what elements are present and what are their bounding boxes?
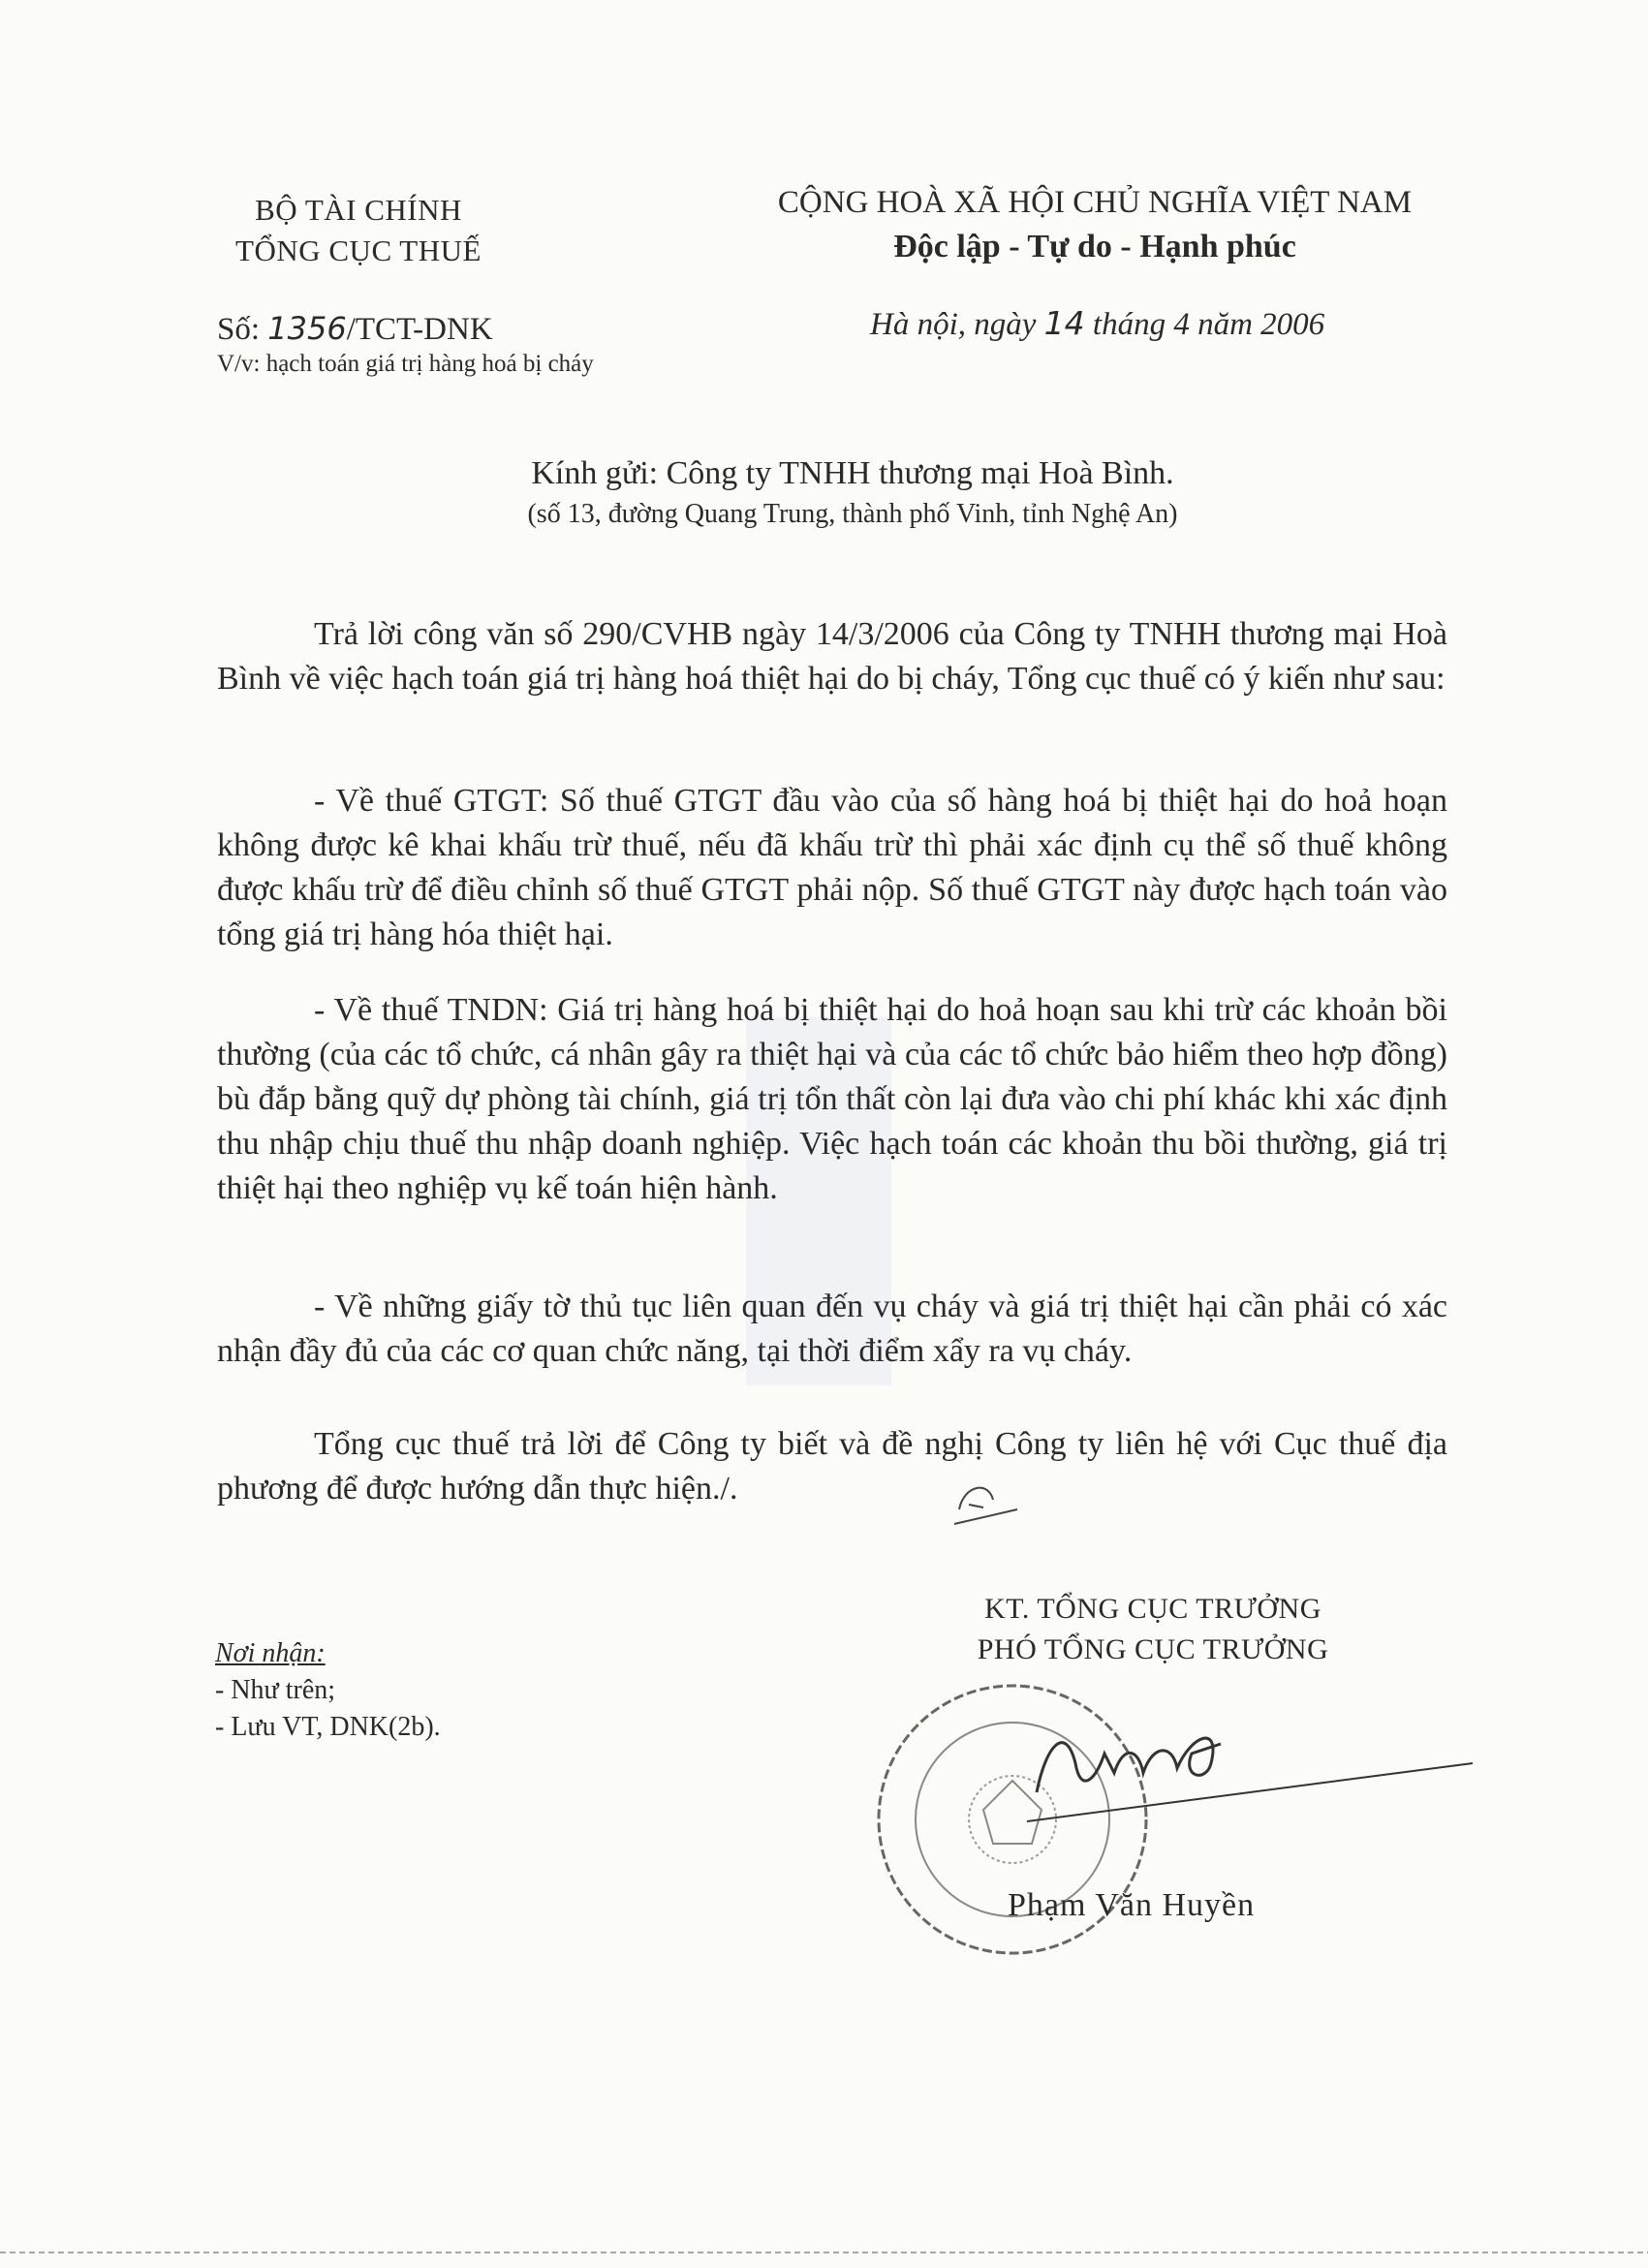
- ministry-name: BỘ TÀI CHÍNH: [255, 193, 462, 227]
- document-number: [217, 310, 493, 348]
- signature-title: [901, 1589, 1405, 1670]
- recipient-block: [455, 451, 1250, 533]
- date-rest: tháng 4 năm 2006: [1084, 307, 1325, 342]
- national-header: [678, 180, 1511, 269]
- handwritten-signature: [969, 1705, 1492, 1841]
- body-paragraph-closing: [217, 1422, 1447, 1511]
- paragraph-text: - Về thuế TNDN: Giá trị hàng hoá bị thiệt hại do hoả hoạn sau khi trừ các khoản bồi thường (của các tổ chức, cá nhân gây ra thiệt hại và của các tổ chức bảo hiểm theo hợp đồng) bù đắp bằng quỹ dự phòng tài chính, giá trị tổn thất còn lại đưa vào chi phí khác khi xác định thu nhập chịu thuế thu nhập doanh nghiệp. Việc hạch toán các khoản thu bồi thường, giá trị thiệt hại theo nghiệp vụ kế toán hiện hành.: [217, 992, 1447, 1206]
- issue-date: [870, 304, 1324, 343]
- paragraph-text: Tổng cục thuế trả lời để Công ty biết và đề nghị Công ty liên hệ với Cục thuế địa phương để được hướng dẫn thực hiện./.: [217, 1426, 1447, 1507]
- recipient-name: Kính gửi: Công ty TNHH thương mại Hoà Bình.: [531, 455, 1174, 491]
- body-paragraph-intro: [217, 612, 1447, 701]
- subject-line: V/v: hạch toán giá trị hàng hoá bị cháy: [217, 351, 594, 377]
- department-name: TỔNG CỤC THUẾ: [235, 233, 482, 267]
- paragraph-text: Trả lời công văn số 290/CVHB ngày 14/3/2006 của Công ty TNHH thương mại Hoà Bình về việc hạch toán giá trị hàng hoá thiệt hại do bị cháy, Tổng cục thuế có ý kiến như sau:: [217, 616, 1447, 697]
- national-motto: Độc lập - Tự do - Hạnh phúc: [893, 229, 1296, 264]
- signature-title-line1: KT. TỔNG CỤC TRƯỞNG: [984, 1593, 1322, 1625]
- receivers-list: [215, 1635, 441, 1746]
- receiver-item: - Lưu VT, DNK(2b).: [215, 1712, 441, 1742]
- initials-mark: [949, 1471, 1027, 1529]
- number-prefix: Số:: [217, 312, 268, 347]
- issuer-header: [165, 190, 552, 271]
- handwritten-number: 1356: [267, 310, 347, 347]
- scan-edge-line: [0, 2252, 1648, 2253]
- signature-title-line2: PHÓ TỔNG CỤC TRƯỞNG: [977, 1633, 1329, 1665]
- paragraph-text: - Về thuế GTGT: Số thuế GTGT đầu vào của số hàng hoá bị thiệt hại do hoả hoạn không được kê khai khấu trừ thuế, nếu đã khấu trừ thì phải xác định cụ thể số thuế không được khấu trừ để điều chỉnh số thuế GTGT phải nộp. Số thuế GTGT này được hạch toán vào tổng giá trị hàng hóa thiệt hại.: [217, 783, 1447, 952]
- body-paragraph-documents: [217, 1285, 1447, 1374]
- receivers-label: Nơi nhận:: [215, 1638, 326, 1668]
- body-paragraph-vat: [217, 779, 1447, 957]
- nation-title: CỘNG HOÀ XÃ HỘI CHỦ NGHĨA VIỆT NAM: [777, 185, 1413, 220]
- number-suffix: /TCT-DNK: [346, 312, 493, 347]
- signer-name: Phạm Văn Huyền: [1008, 1887, 1256, 1923]
- receiver-item: - Như trên;: [215, 1675, 336, 1705]
- recipient-address: (số 13, đường Quang Trung, thành phố Vinh, tỉnh Nghệ An): [527, 499, 1178, 529]
- handwritten-day: 14: [1043, 304, 1085, 342]
- paragraph-text: - Về những giấy tờ thủ tục liên quan đến vụ cháy và giá trị thiệt hại cần phải có xác nhận đầy đủ của các cơ quan chức năng, tại thời điểm xẩy ra vụ cháy.: [217, 1289, 1447, 1369]
- date-prefix: Hà nội, ngày: [870, 307, 1044, 342]
- body-paragraph-cit: [217, 988, 1447, 1211]
